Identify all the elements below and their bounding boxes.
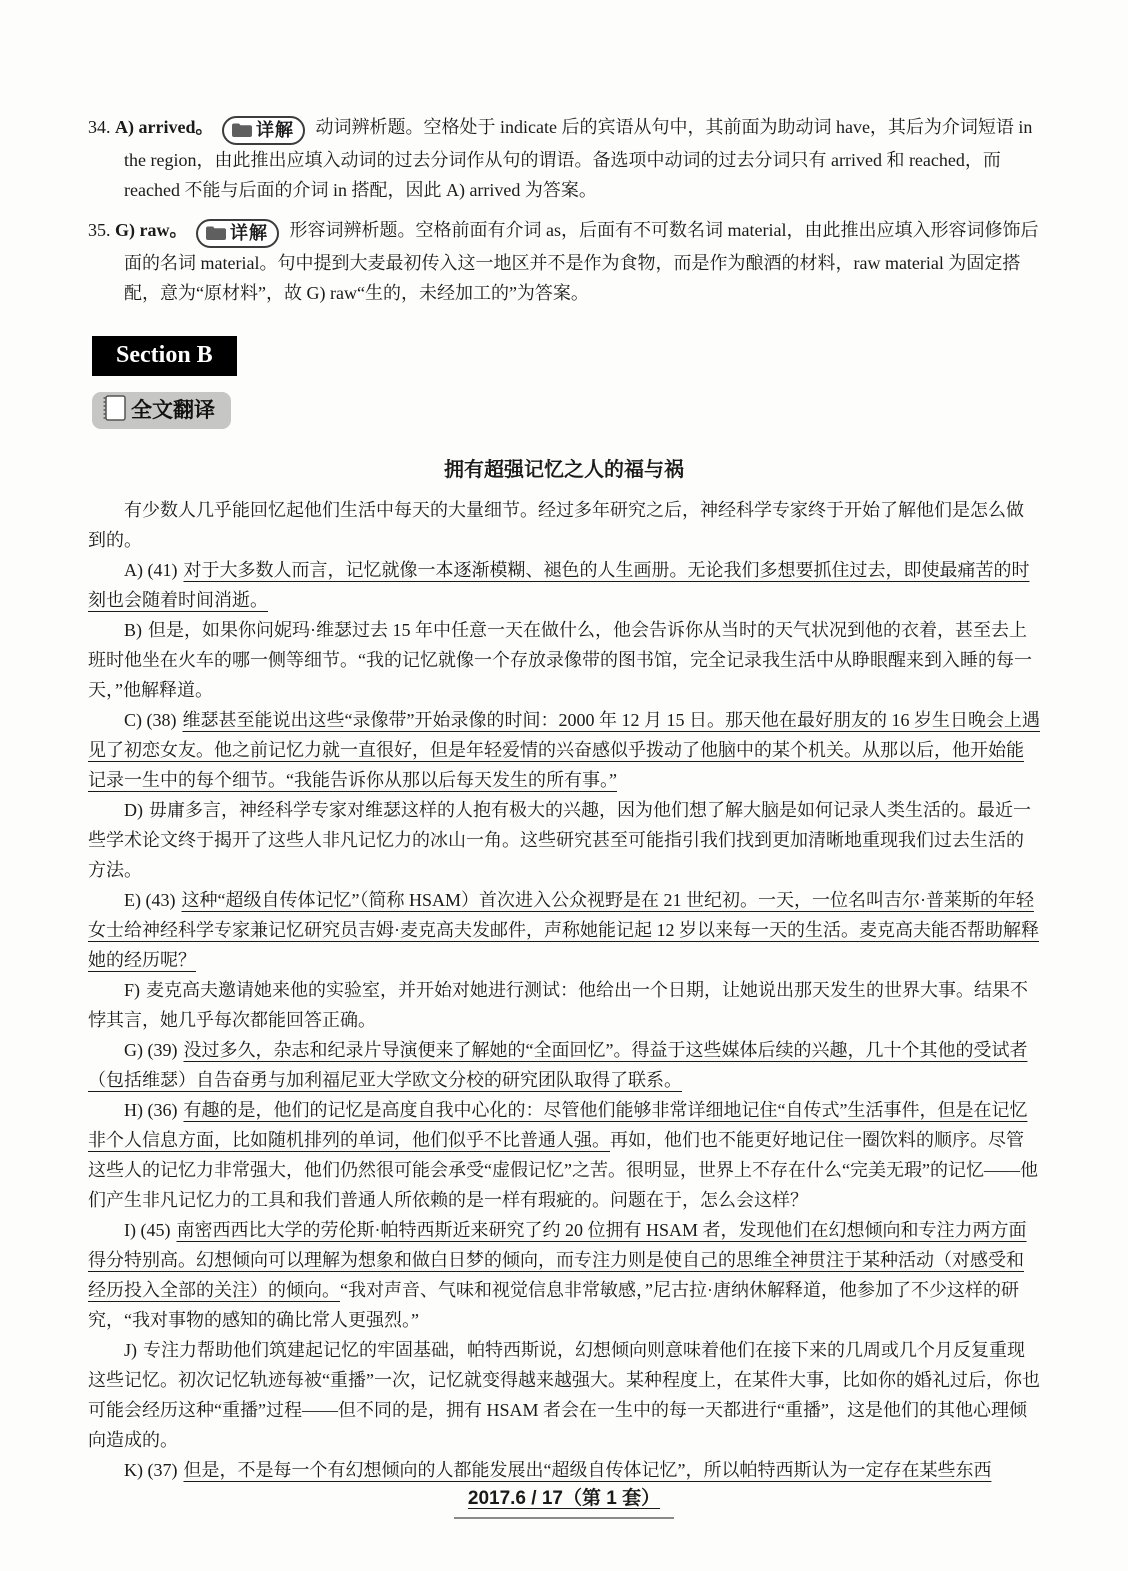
passage-paragraph-d (88, 795, 1040, 885)
passage-paragraph-f (88, 975, 1040, 1035)
passage-paragraph-b (88, 615, 1040, 705)
folder-icon (231, 122, 253, 138)
paragraph-label: E) (43) (124, 890, 176, 910)
passage-paragraph-g (88, 1035, 1040, 1095)
passage-paragraph-e (88, 885, 1040, 975)
paragraph-label: F) (124, 980, 141, 1000)
explain-badge (222, 116, 305, 145)
paragraph-text: 但是，如果你问妮玛·维瑟过去 15 年中任意一天在做什么，他会告诉你从当时的天气状况到他的衣着，甚至去上班时他坐在火车的哪一侧等细节。“我的记忆就像一个存放录像带的图书馆，完全记录我生活中从睁眼醒来到入睡的每一天，”他解释道。 (88, 620, 1032, 700)
passage-title: 拥有超强记忆之人的福与祸 (444, 459, 684, 481)
full-translation-label: 全文翻译 (131, 399, 215, 422)
paragraph-label: D) (124, 800, 143, 820)
paragraph-label: H) (36) (124, 1100, 178, 1120)
page-footer (0, 1483, 1128, 1519)
paragraph-text: 专注力帮助他们筑建起记忆的牢固基础，帕特西斯说，幻想倾向则意味着他们在接下来的几周或几个月反复重现这些记忆。初次记忆轨迹每被“重播”一次，记忆就变得越来越强大。某种程度上，在某件大事，比如你的婚礼过后，你也可能会经历这种“重播”过程——但不同的是，拥有 HSAM 者会在一生中的每一天都进行“重播”，这是他们的其他心理倾向造成的。 (88, 1340, 1040, 1450)
paragraph-text: 麦克高夫邀请她来他的实验室，并开始对她进行测试：他给出一个日期，让她说出那天发生的世界大事。结果不悖其言，她几乎每次都能回答正确。 (88, 980, 1029, 1030)
paragraph-label: G) (39) (124, 1040, 178, 1060)
translation-badge-row (88, 376, 1040, 429)
explanation-item-35 (88, 215, 1040, 308)
footer-underline (454, 1483, 674, 1519)
footer-text: 2017.6 / 17（第 1 套） (467, 1488, 661, 1509)
passage-paragraph-k (88, 1455, 1040, 1485)
paragraph-text: 毋庸多言，神经科学专家对维瑟这样的人抱有极大的兴趣，因为他们想了解大脑是如何记录人类生活的。最近一些学术论文终于揭开了这些人非凡记忆力的冰山一角。这些研究甚至可能指引我们找到更加清晰地重现我们过去生活的方法。 (88, 800, 1031, 880)
paragraph-label: A) (41) (124, 560, 178, 580)
paragraph-label: B) (124, 620, 142, 640)
paragraph-label: J) (124, 1340, 137, 1360)
passage-paragraph-i (88, 1215, 1040, 1335)
passage-paragraph-j (88, 1335, 1040, 1455)
item-number: 35. (88, 220, 111, 240)
paragraph-text: 再如，他们也不能更好地记住一圈饮料的顺序。尽管这些人的记忆力非常强大，他们仍然很可能会承受“虚假记忆”之苦。很明显，世界上不存在什么“完美无瑕”的记忆——他们产生非凡记忆力的工具和我们普通人所依赖的是一样有瑕疵的。问题在于，怎么会这样？ (88, 1130, 1038, 1210)
paragraph-underlined-text: 维瑟甚至能说出这些“录像带”开始录像的时间：2000 年 12 月 15 日。那天他在最好朋友的 16 岁生日晚会上遇见了初恋女友。他之前记忆力就一直很好，但是年轻爱情的兴奋感似乎拨动了他脑中的某个机关。从那以后，他开始能记录一生中的每个细节。“我能告诉你从那以后每天发生的所有事。” (88, 710, 1040, 790)
paragraph-label: K) (37) (124, 1460, 178, 1480)
paragraph-underlined-text: 这种“超级自传体记忆”（简称 HSAM）首次进入公众视野是在 21 世纪初。一天，一位名叫吉尔·普莱斯的年轻女士给神经科学专家兼记忆研究员吉姆·麦克高夫发邮件，声称她能记起 12 岁以来每一天的生活。麦克高夫能否帮助解释她的经历呢？ (88, 890, 1039, 970)
full-translation-badge (92, 392, 231, 429)
paragraph-underlined-text: 没过多久，杂志和纪录片导演便来了解她的“全面回忆”。得益于这些媒体后续的兴趣，几十个其他的受试者（包括维瑟）自告奋勇与加利福尼亚大学欧文分校的研究团队取得了联系。 (88, 1040, 1028, 1090)
explanation-text: 形容词辨析题。空格前面有介词 as，后面有不可数名词 material，由此推出应填入形容词修饰后面的名词 material。句中提到大麦最初传入这一地区并不是作为食物，而是作为酿酒的材料，raw material 为固定搭配，意为“原材料”，故 G) raw“生的，未经加工的”为答案。 (124, 220, 1039, 303)
paragraph-underlined-text: 对于大多数人而言，记忆就像一本逐渐模糊、褪色的人生画册。无论我们多想要抓住过去，即使最痛苦的时刻也会随着时间消逝。 (88, 560, 1030, 610)
explanation-item-34 (88, 112, 1040, 205)
paragraph-underlined-text: 有趣的是，他们的记忆是高度自我中心化的：尽管他们能够非常详细地记住“自传式”生活事件，但是在记忆非个人信息方面，比如随机排列的单词，他们似乎不比普通人强。 (88, 1100, 1028, 1150)
folder-icon (205, 225, 227, 241)
passage-paragraph-a (88, 555, 1040, 615)
passage-intro: 有少数人几乎能回忆起他们生活中每天的大量细节。经过多年研究之后，神经科学专家终于开始了解他们是怎么做到的。 (88, 500, 1024, 550)
passage-paragraph-h (88, 1095, 1040, 1215)
explain-badge-label: 详解 (229, 223, 268, 243)
answer-key: A) arrived。 (115, 117, 214, 137)
notebook-icon (102, 395, 126, 421)
section-header-row (88, 318, 1040, 376)
explain-badge (196, 219, 279, 248)
explain-badge-label: 详解 (255, 120, 294, 140)
answer-key: G) raw。 (115, 220, 188, 240)
paragraph-label: C) (38) (124, 710, 177, 730)
paragraph-underlined-text: 南密西西比大学的劳伦斯·帕特西斯近来研究了约 20 位拥有 HSAM 者，发现他们在幻想倾向和专注力两方面得分特别高。幻想倾向可以理解为想象和做白日梦的倾向，而专注力则是使自己的思维全神贯注于某种活动（对感受和经历投入全部的关注）的倾向。 (88, 1220, 1027, 1300)
paragraph-underlined-text: 但是，不是每一个有幻想倾向的人都能发展出“超级自传体记忆”，所以帕特西斯认为一定存在某些东西 (183, 1460, 992, 1480)
paragraph-text: “我对声音、气味和视觉信息非常敏感，”尼古拉·唐纳休解释道，他参加了不少这样的研究，“我对事物的感知的确比常人更强烈。” (88, 1280, 1019, 1330)
item-number: 34. (88, 117, 111, 137)
paragraph-label: I) (45) (124, 1220, 171, 1240)
section-b-header: Section B (92, 336, 237, 376)
passage-paragraph-c (88, 705, 1040, 795)
explanation-text: 动词辨析题。空格处于 indicate 后的宾语从句中，其前面为助动词 have，其后为介词短语 in the region，由此推出应填入动词的过去分词作从句的谓语。备选项中动词的过去分词只有 arrived 和 reached，而 reached 不能与后面的介词 in 搭配，因此 A) arrived 为答案。 (124, 117, 1033, 200)
